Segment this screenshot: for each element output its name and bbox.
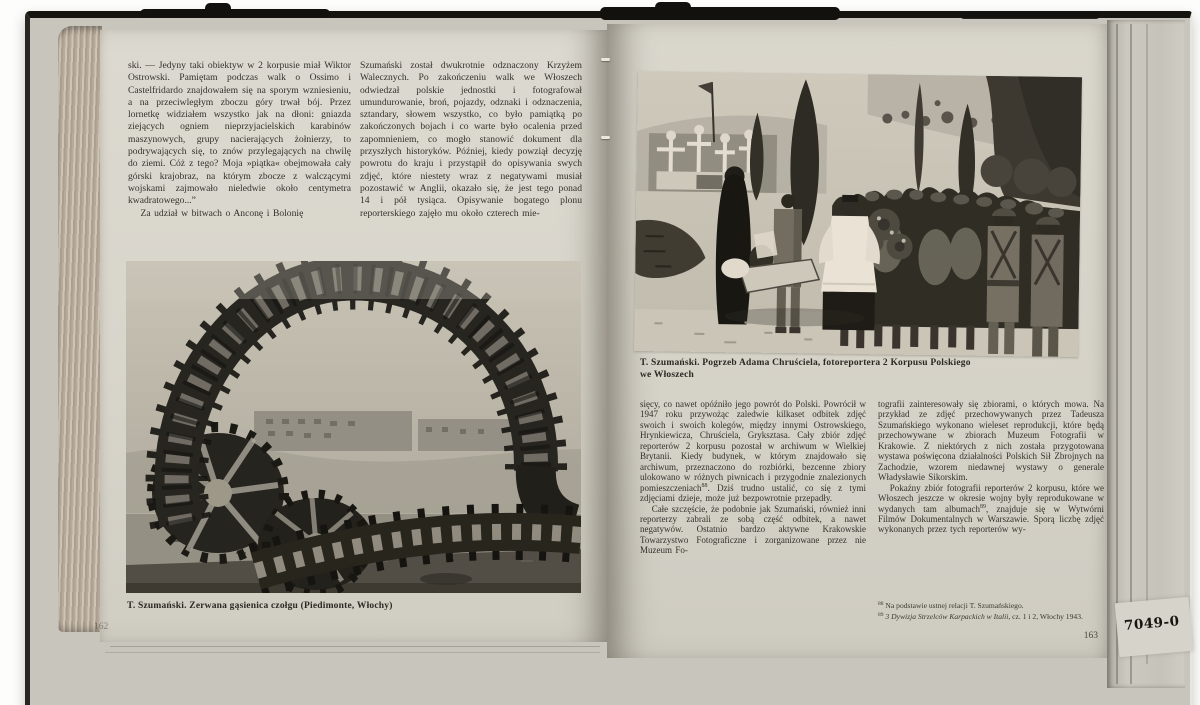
binding-stitch bbox=[601, 136, 610, 139]
funeral-photograph bbox=[634, 71, 1082, 357]
right-photo-caption bbox=[640, 358, 1105, 381]
paragraph: Za udział w bitwach o Anconę i Bolonię bbox=[140, 207, 304, 219]
cover-top-edge-shadow bbox=[140, 9, 330, 18]
sky-haze bbox=[126, 261, 581, 299]
tank-track-photograph bbox=[126, 261, 581, 593]
cover-top-edge-shadow bbox=[960, 11, 1100, 19]
left-photo-caption: T. Szumański. Zerwana gąsienica czołgu (Piedimonte, Włochy) bbox=[127, 601, 393, 611]
caption-line-1: T. Szumański. Pogrzeb Adama Chruściela, fotoreportera 2 Korpusu Polskiego bbox=[640, 358, 971, 368]
debris bbox=[420, 573, 472, 585]
footnote-1: $^{88}$ Na podstawie ustnej relacji T. Szumańskiego. bbox=[878, 601, 1024, 610]
footnote-ref: 88 bbox=[701, 482, 708, 489]
caption-line-2: we Włoszech bbox=[640, 369, 695, 380]
paragraph: Całe szczęście, że podobnie jak Szumański, również inni reporterzy zabrali ze sobą część odbitek, a nawet negatywów. Ostatnio bardzo aktywne Krakowskie Towarzystwo Fotograficzne i zorganizowane przez nie Muzeum Fo- bbox=[640, 503, 866, 556]
cover-crease bbox=[1130, 24, 1132, 684]
cover-corner-nub bbox=[205, 3, 231, 14]
right-page-column-2 bbox=[878, 399, 1104, 535]
footnote-ref: 89 bbox=[979, 503, 986, 510]
cover-crease bbox=[1146, 24, 1148, 664]
cover-crease bbox=[1116, 24, 1118, 684]
page-bottom-edge-line bbox=[110, 646, 600, 647]
right-page-number: 163 bbox=[1083, 631, 1098, 641]
paragraph: sięcy, co nawet opóźniło jego powrót do Polski. Powrócił w 1947 roku przywożąc zaledwie kilkaset odbitek zdjęć swoich i swoich kolegów, między innymi Ostrowskiego, Hrynkiewicza, Chruściela, Gryksztasa. Cały zbiór zdjęć reporterów 2 korpusu pozostał w archiwum w Wielkiej Brytanii. Kiedy budynek, w którym znajdowało się archiwum, przeznaczono do rozbiórki, bezcenne zbiory ulokowano w różnych piwnicach i przygodnie znalezionych pomieszczeniach$^{88}$. Dziś trudno ustalić, co się z tymi zdjęciami dzieje, może już bezpowrotnie przepadły. bbox=[640, 399, 866, 504]
footnote-2: $^{89}$ 3 Dywizja Strzelców Karpackich w Italii, cz. 1 i 2, Włochy 1943. bbox=[878, 611, 1083, 621]
left-page-number: 162 bbox=[94, 622, 109, 632]
paragraph: Pokaźny zbiór fotografii reporterów 2 korpusu, które we Włoszech jeszcze w okresie wojny były reprodukowane w wydanych tam albumach$^{89}$, znajduje się w Wytwórni Filmów Dokumentalnych w Warszawie. Sporą liczbę zdjęć wykonanych przez tych reporterów wy- bbox=[878, 482, 1104, 535]
footnotes bbox=[878, 600, 1104, 621]
page-edge-stack bbox=[58, 26, 102, 632]
page-bottom-edge-line bbox=[105, 652, 600, 653]
photo-bottom-edge bbox=[126, 583, 581, 593]
paragraph: Szumański został dwukrotnie odznaczony Krzyżem Walecznych. Po zakończeniu walk we Włoszech odwiedzał polskie jednostki i fotografował umundurowanie, broń, pojazdy, odznaki i odznaczenia, sztandary, słowem wszystko, co było pamiątką po zakończonych bojach i co warte było ocalenia przed zapomnieniem, co mogło stanowić dokument dla przyszłych historyków. Później, kiedy powziął decyzję powrotu do kraju i przystąpił do opisywania swych zdjęć, które niestety wraz z negatywami musiał pozostawić w Anglii, okazało się, że jest tego ponad 14 i pół tysiąca. Opisywanie bogatego plonu reporterskiego zajęło mu około czterech mie- bbox=[360, 60, 582, 219]
right-page-column-1 bbox=[640, 399, 866, 556]
inventory-number: 7049-0 bbox=[1123, 613, 1181, 635]
paragraph: tografii zainteresowały się zbiorami, o których mowa. Na przykład ze zdjęć przechowywanych przez Tadeusza Szumańskiego wykonano wieleset reprodukcji, które będą przechowywane w zbiorach Muzeum Fotografii w Krakowie. Z niektórych z nich została przygotowana wystawa poświęcona działalności Polskich Sił Zbrojnych na Zachodzie, wzorem niedawnej wystawy o generale Władysławie Sikorskim. bbox=[878, 399, 1104, 483]
left-page-column-1 bbox=[128, 60, 351, 220]
cover-corner-nub bbox=[655, 2, 691, 14]
cover-top-edge-shadow bbox=[600, 7, 840, 20]
paragraph: ski. — Jedyny taki obiektyw w 2 korpusie miał Wiktor Ostrowski. Pamiętam podczas walk o Ossimo i Castelfridardo znajdowałem się na sporym wzniesieniu, a na przeciwległym zboczu góry trwał bój. Przez lornetkę widziałem wszystko jak na dłoni: gniazda ziejących ogniem nieprzyjacielskich karabinów maszynowych, grupy nacierających żołnierzy, to podrywających się, to znów przylegających na chwilę do ziemi. Cóż z tego? Moja »piątka« obejmowała cały górski krajobraz, na którym zbocze z walczącymi wojskami zajmowało nieledwie około centymetra kwadratowego...” bbox=[128, 60, 351, 207]
left-page-column-2 bbox=[360, 60, 582, 220]
binding-stitch bbox=[601, 58, 610, 61]
